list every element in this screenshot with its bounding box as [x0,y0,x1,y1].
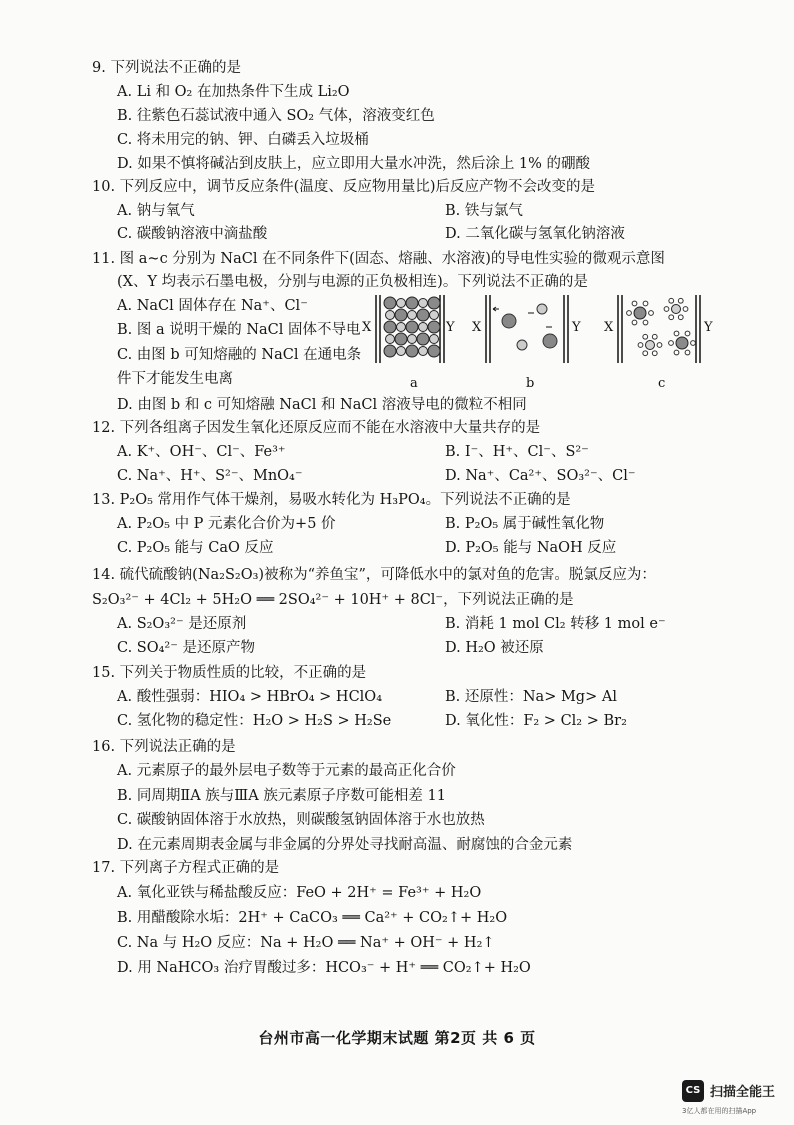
water-molecule [643,351,648,356]
lattice-ion [428,321,440,333]
water-molecule [632,301,637,306]
water-molecule [649,311,654,316]
water-molecule [632,320,637,325]
option-q17-1: B. 用醋酸除水垢：2H⁺ + CaCO₃ ══ Ca²⁺ + CO₂↑+ H₂O [117,910,508,926]
electrode-y-a: Y [446,320,455,335]
lattice-ion [406,321,418,333]
option-q15-3: D. 氧化性：F₂ > Cl₂ > Br₂ [445,713,627,729]
electrode-x-b: X [472,320,482,335]
question-stem-q11: 11. 图 a~c 分别为 NaCl 在不同条件下(固态、熔融、水溶液)的导电性实验的微观示意图 [92,251,665,267]
option-q10-3: D. 二氧化碳与氢氧化钠溶液 [445,226,625,242]
option-q15-1: B. 还原性：Na> Mg> Al [445,689,617,705]
option-q14-1: A. S₂O₃²⁻ 是还原剂 [117,616,247,632]
lattice-ion [384,345,396,357]
electrode-y-b: Y [572,320,581,335]
brand-tagline: 3亿人都在用的扫描App [682,1107,757,1115]
option-q12-1: B. I⁻、H⁺、Cl⁻、S²⁻ [445,444,589,460]
lattice-ion [408,311,417,320]
lattice-ion [395,309,407,321]
option-q14-2: B. 消耗 1 mol Cl₂ 转移 1 mol e⁻ [445,616,666,632]
question-stem-q17: 17. 下列离子方程式正确的是 [92,860,280,876]
option-q13-1: B. P₂O₅ 属于碱性氧化物 [445,516,605,532]
question-stem-q15: 15. 下列关于物质性质的比较，不正确的是 [92,665,367,681]
water-molecule [657,343,662,348]
lattice-ion [419,299,428,308]
water-molecule [664,307,669,312]
option-q15-0: A. 酸性强弱：HIO₄ > HBrO₄ > HClO₄ [117,689,383,705]
electrode-x-c: X [604,320,614,335]
nacl-conductivity-figure [364,287,714,395]
question-stem-q9: 9. 下列说法不正确的是 [92,60,241,76]
water-molecule [678,315,683,320]
lattice-ion [428,297,440,309]
option-q11-5: D. 由图 b 和 c 可知熔融 NaCl 和 NaCl 溶液导电的微粒不相同 [117,397,527,413]
question-stem-q10: 10. 下列反应中，调节反应条件(温度、反应物用量比)后反应产物不会改变的是 [92,179,595,195]
option-q17-3: D. 用 NaHCO₃ 治疗胃酸过多：HCO₃⁻ + H⁺ ══ CO₂↑+ H₂O [117,960,531,976]
water-molecule [685,350,690,355]
option-q9-0: A. Li 和 O₂ 在加热条件下生成 Li₂O [117,84,350,100]
brand-name: 扫描全能王 [710,1085,776,1100]
lattice-ion [386,311,395,320]
lattice-ion [408,335,417,344]
lattice-ion [417,333,429,345]
option-q15-2: C. 氢化物的稳定性：H₂O > H₂S > H₂Se [117,713,392,729]
water-molecule [669,315,674,320]
option-q16-0: A. 元素原子的最外层电子数等于元素的最高正化合价 [117,763,456,779]
lattice-ion [406,345,418,357]
water-molecule [652,334,657,339]
hydrated-ion [672,305,681,314]
water-molecule [685,331,690,336]
water-molecule [638,343,643,348]
lattice-ion [419,347,428,356]
option-q14-0: S₂O₃²⁻ + 4Cl₂ + 5H₂O ══ 2SO₄²⁻ + 10H⁺ + 8Cl⁻，下列说法正确的是 [92,592,574,608]
panel-label-c: c [658,376,666,391]
option-q16-2: C. 碳酸钠固体溶于水放热，则碳酸氢钠固体溶于水也放热 [117,812,485,828]
option-q13-2: C. P₂O₅ 能与 CaO 反应 [117,540,274,556]
option-q11-2: B. 图 a 说明干燥的 NaCl 固体不导电 [117,322,361,338]
lattice-ion [419,323,428,332]
lattice-ion [430,311,439,320]
electrode-x-a: X [362,320,372,335]
camscanner-logo-icon: CS [682,1080,704,1102]
option-q14-4: D. H₂O 被还原 [445,640,544,656]
water-molecule [643,320,648,325]
water-molecule [652,351,657,356]
question-stem-q13: 13. P₂O₅ 常用作气体干燥剂，易吸水转化为 H₃PO₄。下列说法不正确的是 [92,492,571,508]
lattice-ion [397,347,406,356]
option-q9-3: D. 如果不慎将碱沾到皮肤上，应立即用大量水冲洗，然后涂上 1% 的硼酸 [117,156,591,172]
hydrated-ion [634,307,646,319]
lattice-ion [397,323,406,332]
option-q16-3: D. 在元素周期表金属与非金属的分界处寻找耐高温、耐腐蚀的合金元素 [117,837,573,853]
page-footer: 台州市高一化学期末试题 第2页 共 6 页 [258,1029,536,1047]
option-q9-2: C. 将未用完的钠、钾、白磷丢入垃圾桶 [117,132,369,148]
hydrated-ion [676,337,688,349]
option-q12-3: D. Na⁺、Ca²⁺、SO₃²⁻、Cl⁻ [445,468,636,484]
option-q13-0: A. P₂O₅ 中 P 元素化合价为+5 价 [117,516,336,532]
option-q10-1: B. 铁与氯气 [445,203,523,219]
water-molecule [669,341,674,346]
water-molecule [678,298,683,303]
water-molecule [643,301,648,306]
electrode-y-c: Y [704,320,713,335]
hydrated-ion [646,341,655,350]
lattice-ion [384,321,396,333]
option-q11-4: 件下才能发生电离 [117,371,233,387]
lattice-ion [395,333,407,345]
lattice-ion [384,297,396,309]
panel-label-a: a [410,376,418,391]
option-q11-0: (X、Y 均表示石墨电极，分别与电源的正负极相连)。下列说法不正确的是 [117,274,588,290]
option-q12-2: C. Na⁺、H⁺、S²⁻、MnO₄⁻ [117,468,303,484]
water-molecule [683,307,688,312]
option-q11-1: A. NaCl 固体存在 Na⁺、Cl⁻ [117,298,308,314]
option-q13-3: D. P₂O₅ 能与 NaOH 反应 [445,540,617,556]
option-q12-0: A. K⁺、OH⁻、Cl⁻、Fe³⁺ [117,444,286,460]
water-molecule [691,341,696,346]
option-q14-3: C. SO₄²⁻ 是还原产物 [117,640,256,656]
option-q17-0: A. 氧化亚铁与稀盐酸反应：FeO + 2H⁺ = Fe³⁺ + H₂O [117,885,482,901]
scanner-watermark [682,1080,794,1122]
option-q9-1: B. 往紫色石蕊试液中通入 SO₂ 气体，溶液变红色 [117,108,435,124]
lattice-ion [406,297,418,309]
water-molecule [627,311,632,316]
lattice-ion [386,335,395,344]
question-stem-q16: 16. 下列说法正确的是 [92,739,236,755]
question-stem-q14: 14. 硫代硫酸钠(Na₂S₂O₃)被称为“养鱼宝”，可降低水中的氯对鱼的危害。脱氯反应为： [92,567,656,583]
water-molecule [674,331,679,336]
panel-label-b: b [526,376,535,391]
lattice-ion [428,345,440,357]
option-q11-3: C. 由图 b 可知熔融的 NaCl 在通电条 [117,347,362,363]
lattice-ion [397,299,406,308]
option-q16-1: B. 同周期ⅡA 族与ⅢA 族元素原子序数可能相差 11 [117,788,446,804]
option-q17-2: C. Na 与 H₂O 反应：Na + H₂O ══ Na⁺ + OH⁻ + H₂↑ [117,935,495,951]
lattice-ion [417,309,429,321]
option-q10-0: A. 钠与氧气 [117,203,195,219]
option-q10-2: C. 碳酸钠溶液中滴盐酸 [117,226,268,242]
question-stem-q12: 12. 下列各组离子因发生氧化还原反应而不能在水溶液中大量共存的是 [92,420,541,436]
water-molecule [643,334,648,339]
water-molecule [674,350,679,355]
lattice-ion [430,335,439,344]
water-molecule [669,298,674,303]
